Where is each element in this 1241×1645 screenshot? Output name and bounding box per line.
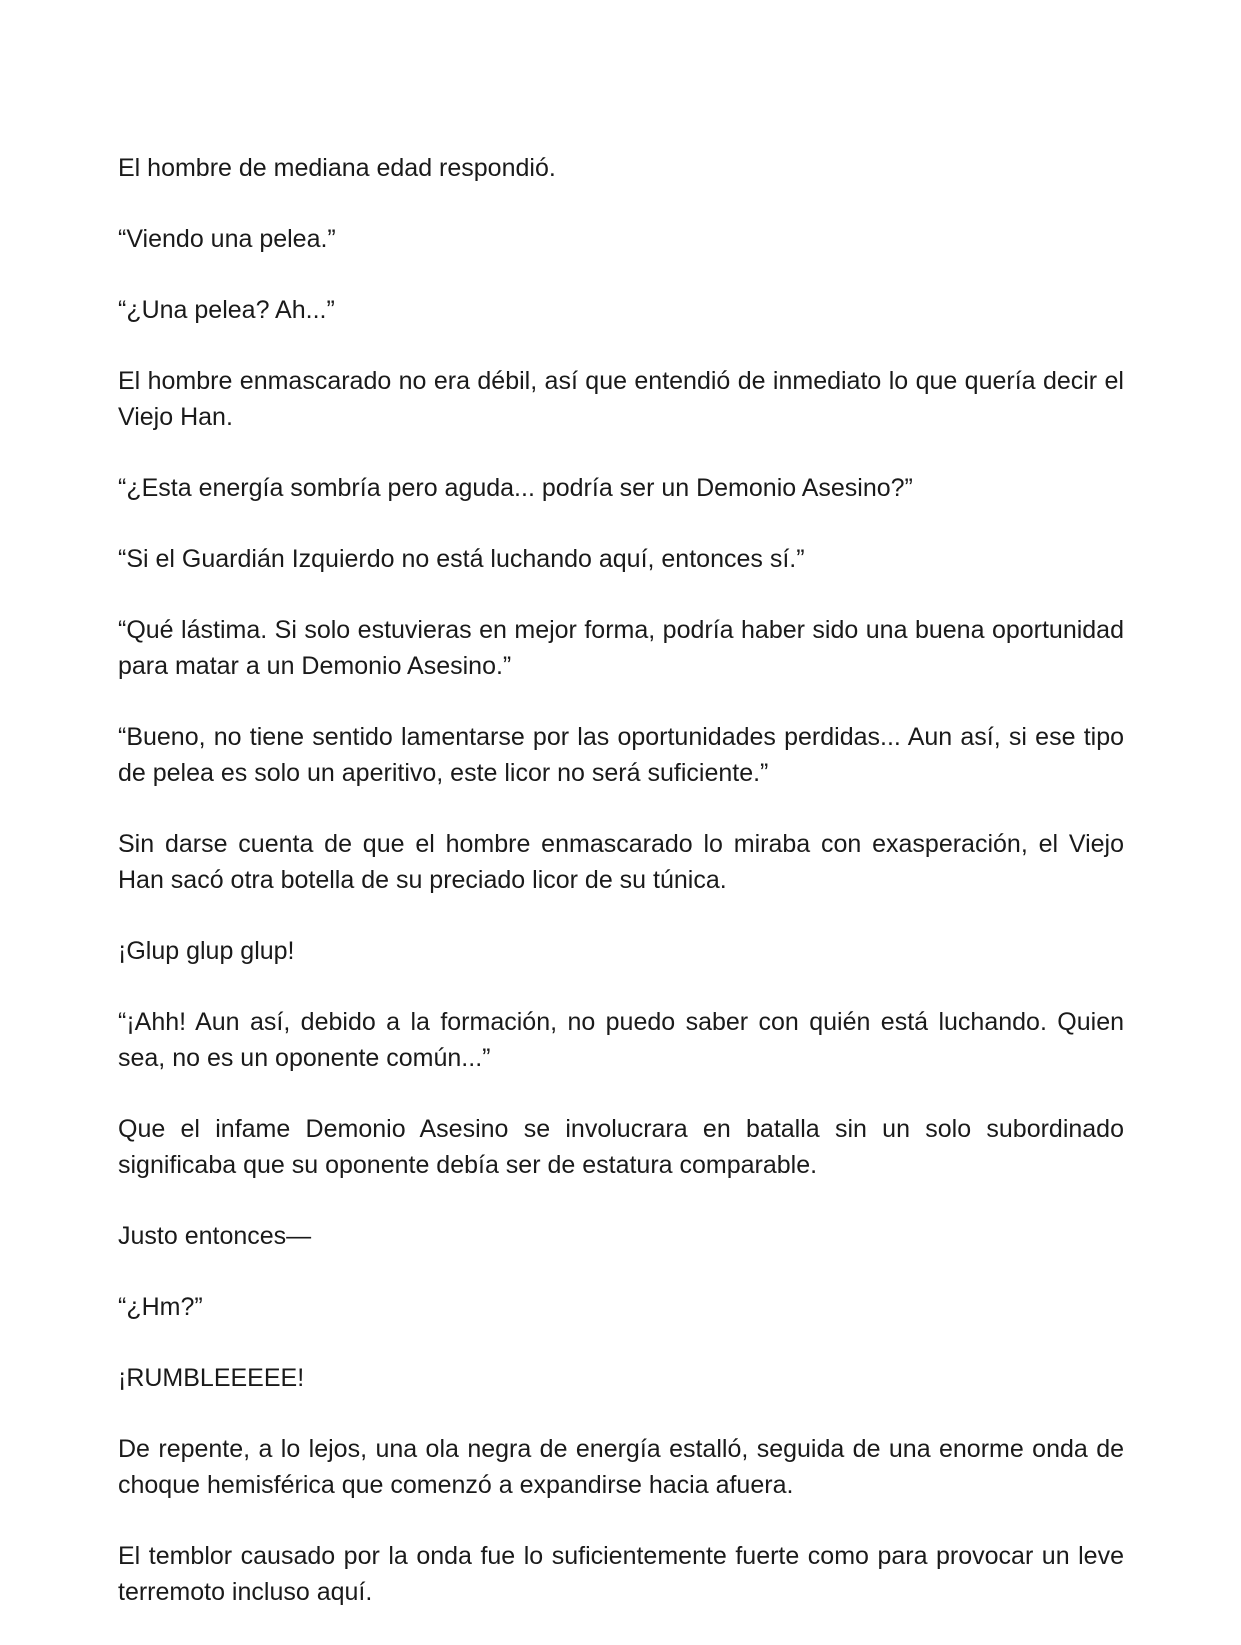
paragraph-4: El hombre enmascarado no era débil, así que entendió de inmediato lo que quería decir el Viejo Han. (118, 367, 1124, 431)
paragraph-2: “Viendo una pelea.” (118, 225, 336, 253)
paragraph-9: Sin darse cuenta de que el hombre enmascarado lo miraba con exasperación, el Viejo Han sacó otra botella de su preciado licor de su túnica. (118, 830, 1124, 894)
paragraph-17: El temblor causado por la onda fue lo suficientemente fuerte como para provocar un leve terremoto incluso aquí. (118, 1542, 1124, 1606)
paragraph-14: “¿Hm?” (118, 1293, 203, 1321)
paragraph-8: “Bueno, no tiene sentido lamentarse por las oportunidades perdidas... Aun así, si ese tipo de pelea es solo un aperitivo, este licor no será suficiente.” (118, 723, 1124, 787)
paragraph-7: “Qué lástima. Si solo estuvieras en mejor forma, podría haber sido una buena oportunidad para matar a un Demonio Asesino.” (118, 616, 1124, 680)
paragraph-10: ¡Glup glup glup! (118, 937, 295, 965)
paragraph-3: “¿Una pelea? Ah...” (118, 296, 335, 324)
paragraph-6: “Si el Guardián Izquierdo no está luchando aquí, entonces sí.” (118, 545, 805, 573)
paragraph-12: Que el infame Demonio Asesino se involucrara en batalla sin un solo subordinado significaba que su oponente debía ser de estatura comparable. (118, 1115, 1124, 1179)
paragraph-5: “¿Esta energía sombría pero aguda... podría ser un Demonio Asesino?” (118, 474, 913, 502)
paragraph-16: De repente, a lo lejos, una ola negra de energía estalló, seguida de una enorme onda de choque hemisférica que comenzó a expandirse hacia afuera. (118, 1435, 1124, 1499)
paragraph-15: ¡RUMBLEEEEE! (118, 1364, 305, 1392)
paragraph-13: Justo entonces— (118, 1222, 312, 1250)
document-page (118, 150, 1124, 1645)
paragraph-11: “¡Ahh! Aun así, debido a la formación, no puedo saber con quién está luchando. Quien sea, no es un oponente común...” (118, 1008, 1124, 1072)
paragraph-1: El hombre de mediana edad respondió. (118, 154, 556, 182)
